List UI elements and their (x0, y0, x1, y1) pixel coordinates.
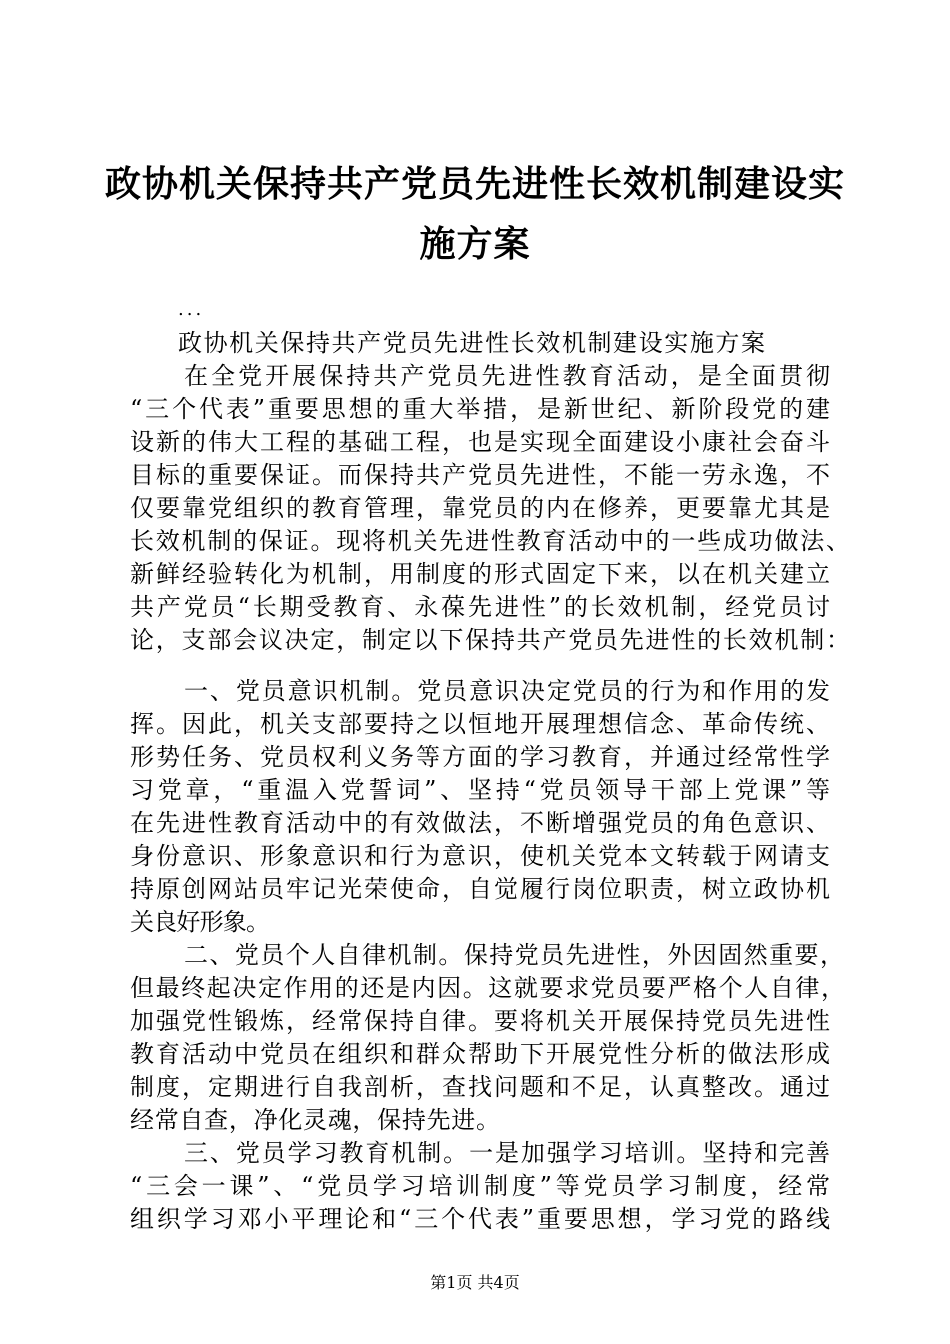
paragraph-line: “三会一课”、“党员学习培训制度”等党员学习制度，经常 (130, 1172, 834, 1200)
paragraph-line: 教育活动中党员在组织和群众帮助下开展党性分析的做法形成 (130, 1040, 832, 1068)
document-title-line-1: 政协机关保持共产党员先进性长效机制建设实 (104, 164, 845, 205)
paragraph-line: 习党章，“重温入党誓词”、坚持“党员领导干部上党课”等 (130, 776, 834, 804)
paragraph-line: “三个代表”重要思想的重大举措，是新世纪、新阶段党的建 (130, 395, 833, 423)
paragraph-line: 制度，定期进行自我剖析，查找问题和不足，认真整改。通过 (130, 1073, 832, 1101)
paragraph-line: 关良好形象。 (130, 908, 270, 936)
paragraph-line: 一、党员意识机制。党员意识决定党员的行为和作用的发 (184, 677, 832, 705)
paragraph-line: 二、党员个人自律机制。保持党员先进性，外因固然重要， (184, 941, 846, 969)
paragraph-line: 仅要靠党组织的教育管理，靠党员的内在修养，更要靠尤其是 (130, 494, 832, 522)
paragraph-line: 共产党员“长期受教育、永葆先进性”的长效机制，经党员讨 (130, 593, 833, 621)
paragraph-line: 挥。因此，机关支部要持之以恒地开展理想信念、革命传统、 (130, 710, 832, 738)
paragraph-line: 但最终起决定作用的还是内因。这就要求党员要严格个人自律， (130, 974, 847, 1002)
document-title-line-2: 施方案 (419, 224, 531, 265)
paragraph-line: 持原创网站员牢记光荣使命，自觉履行岗位职责，树立政协机 (130, 875, 832, 903)
paragraph-line: 加强党性锻炼，经常保持自律。要将机关开展保持党员先进性 (130, 1007, 832, 1035)
paragraph-line: 在先进性教育活动中的有效做法，不断增强党员的角色意识、 (130, 809, 832, 837)
paragraph-line: 身份意识、形象意识和行为意识，使机关党本文转载于网请支 (130, 842, 832, 870)
paragraph-line: 论，支部会议决定，制定以下保持共产党员先进性的长效机制： (130, 626, 852, 654)
paragraph-line: 目标的重要保证。而保持共产党员先进性，不能一劳永逸，不 (130, 461, 832, 489)
paragraph-line: 新鲜经验转化为机制，用制度的形式固定下来，以在机关建立 (130, 560, 832, 588)
page-footer: 第1页 共4页 (430, 1273, 520, 1292)
ellipsis-marker: ... (178, 299, 205, 320)
paragraph-line: 形势任务、党员权利义务等方面的学习教育，并通过经常性学 (130, 743, 832, 771)
paragraph-line: 组织学习邓小平理论和“三个代表”重要思想，学习党的路线 (130, 1205, 833, 1233)
paragraph-line: 设新的伟大工程的基础工程，也是实现全面建设小康社会奋斗 (130, 428, 832, 456)
paragraph-line: 长效机制的保证。现将机关先进性教育活动中的一些成功做法、 (130, 527, 852, 555)
paragraph-line: 政协机关保持共产党员先进性长效机制建设实施方案 (178, 329, 767, 357)
paragraph-line: 三、党员学习教育机制。一是加强学习培训。坚持和完善 (184, 1139, 832, 1167)
paragraph-line: 经常自查，净化灵魂，保持先进。 (130, 1106, 501, 1134)
paragraph-line: 在全党开展保持共产党员先进性教育活动，是全面贯彻 (184, 362, 834, 390)
